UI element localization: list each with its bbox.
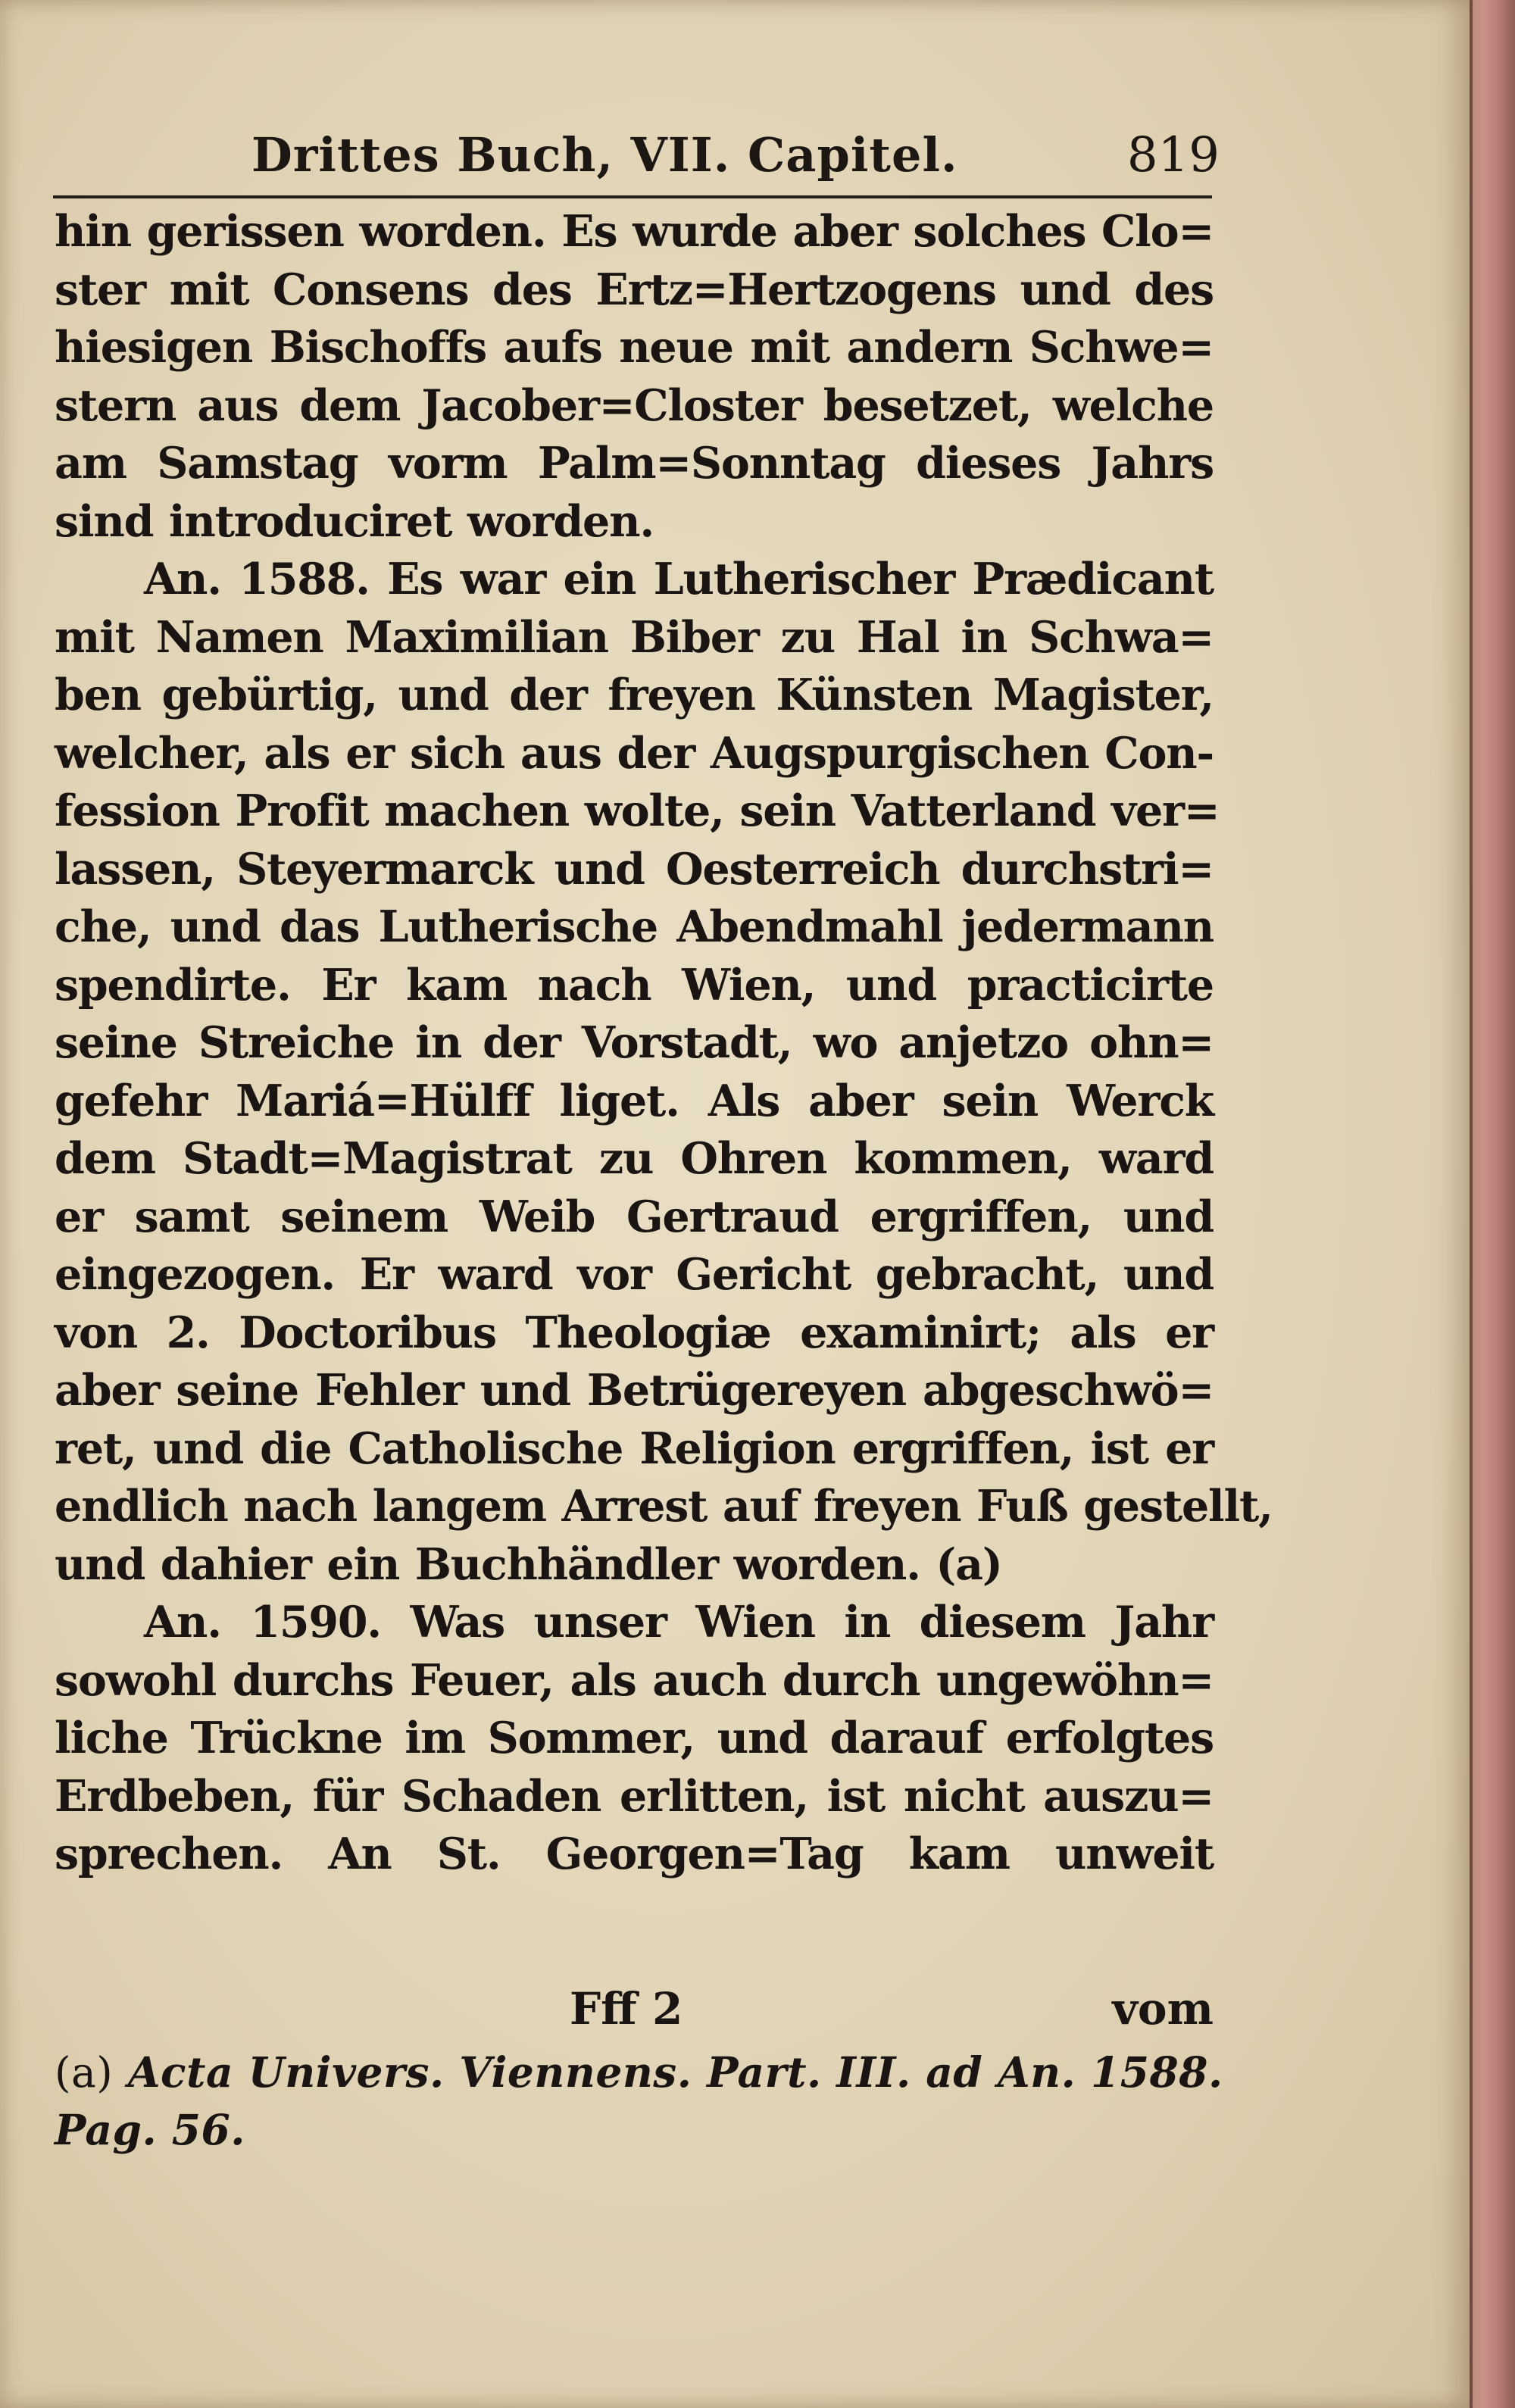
text-line: gefehr Mariá=Hülff liget. Als aber sein Werck [55, 1075, 1214, 1126]
text-line: che, und das Lutherische Abendmahl jedermann [55, 901, 1214, 952]
text-line: sind introduciret worden. [55, 495, 654, 547]
text-line: hiesigen Bischoffs aufs neue mit andern Schwe= [55, 322, 1214, 373]
text-line: ben gebürtig, und der freyen Künsten Magister, [55, 670, 1214, 720]
text-line: lassen, Steyermarck und Oesterreich durchstri= [55, 843, 1214, 895]
footnote-text: Acta Univers. Viennens. Part. III. ad An. 1588. [127, 2047, 1223, 2097]
footnote-line [55, 2044, 1223, 2101]
text-line: welcher, als er sich aus der Augspurgischen Con- [55, 727, 1214, 779]
text-line: er samt seinem Weib Gertraud ergriffen, und [55, 1191, 1214, 1242]
text-line: mit Namen Maximilian Biber zu Hal in Schwa= [55, 611, 1214, 663]
text-line: An. 1588. Es war ein Lutherischer Prædicant [144, 554, 1214, 604]
text-line: stern aus dem Jacober=Closter besetzet, welche [55, 379, 1214, 431]
text-line: An. 1590. Was unser Wien in diesem Jahr [144, 1597, 1214, 1647]
text-line: fession Profit machen wolte, sein Vatterland ver= [55, 785, 1220, 836]
running-head: Drittes Buch, VII. Capitel. [251, 127, 958, 183]
text-line: hin gerissen worden. Es wurde aber solches Clo= [55, 206, 1214, 257]
text-line: endlich nach langem Arrest auf freyen Fuß gestellt, [55, 1481, 1273, 1532]
text-line: am Samstag vorm Palm=Sonntag dieses Jahrs [55, 438, 1214, 489]
text-line: eingezogen. Er ward vor Gericht gebracht, und [55, 1249, 1214, 1300]
text-line: sprechen. An St. Georgen=Tag kam unweit [55, 1829, 1214, 1879]
footnote-mark: (a) [55, 2048, 114, 2097]
text-line: und dahier ein Buchhändler worden. (a) [55, 1538, 1002, 1590]
body-text [55, 203, 1273, 1884]
text-line: aber seine Fehler und Betrügereyen abgeschwö= [55, 1365, 1214, 1416]
text-line: von 2. Doctoribus Theologiæ examinirt; als er [55, 1307, 1214, 1358]
text-line: ret, und die Catholische Religion ergriffen, ist er [55, 1423, 1214, 1474]
text-line: seine Streiche in der Vorstadt, wo anjetzo ohn= [55, 1017, 1214, 1068]
text-line: ster mit Consens des Ertz=Hertzogens und des [55, 264, 1214, 315]
catchword: vom [1112, 1983, 1214, 2035]
header-rule [53, 195, 1212, 198]
signature-mark: Fff 2 [570, 1983, 683, 2035]
footnote [55, 2044, 1223, 2159]
catchline [55, 1983, 1214, 2041]
page-edge [1470, 0, 1515, 2408]
text-line: liche Trückne im Sommer, und darauf erfolgtes [55, 1713, 1214, 1763]
text-line: dem Stadt=Magistrat zu Ohren kommen, ward [55, 1133, 1214, 1184]
page-header [53, 127, 1220, 195]
footnote-line: Pag. 56. [55, 2105, 245, 2154]
text-line: Erdbeben, für Schaden erlitten, ist nicht auszu= [55, 1770, 1214, 1822]
page-number: 819 [1126, 127, 1220, 183]
text-line: sowohl durchs Feuer, als auch durch ungewöhn= [55, 1654, 1214, 1706]
text-line: spendirte. Er kam nach Wien, und practicirte [55, 959, 1214, 1010]
